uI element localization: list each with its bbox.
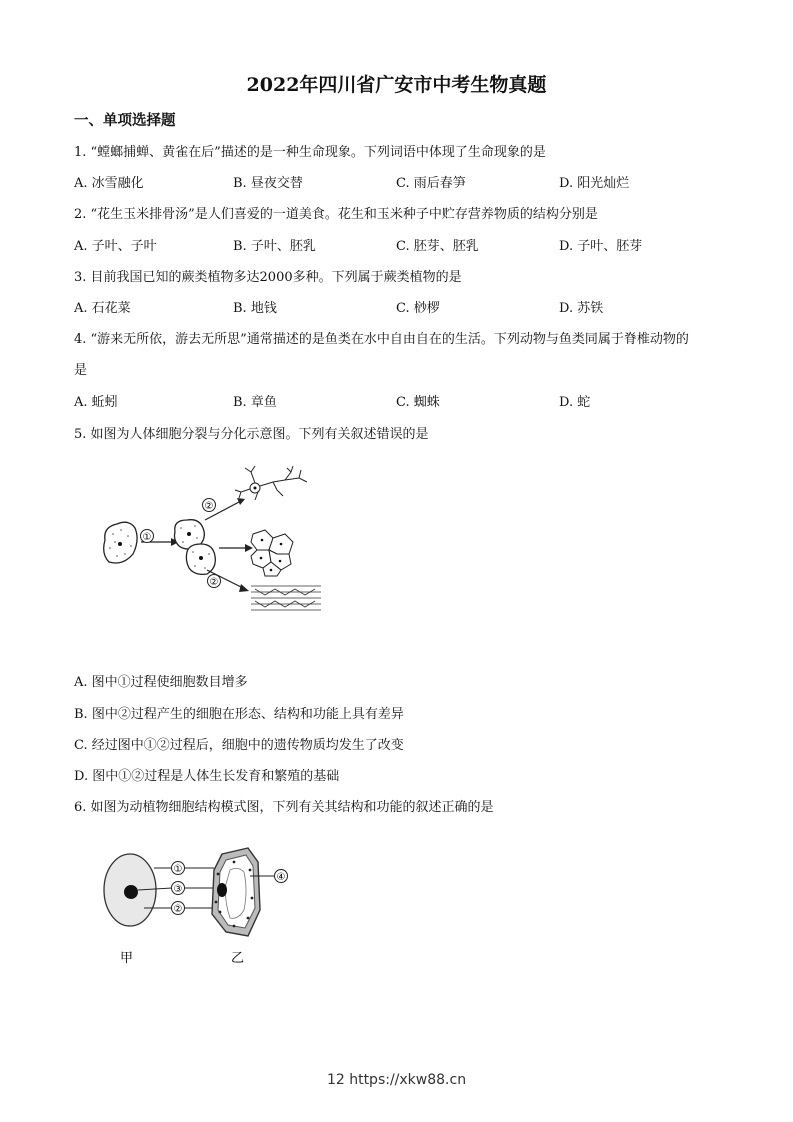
muscle-tissue-icon: [251, 586, 321, 610]
figure-label-3: ③: [173, 884, 183, 895]
figure-caption-jia: 甲: [120, 951, 134, 966]
figure-label-1: ①: [142, 532, 152, 543]
question-3-option-c: C. 桫椤: [396, 301, 440, 316]
animal-plant-cell-figure: [98, 840, 308, 970]
question-1-option-d: D. 阳光灿烂: [559, 176, 630, 191]
question-2-option-b: B. 子叶、胚乳: [233, 239, 316, 254]
figure-label-1: ①: [173, 864, 183, 875]
figure-label-2-bottom: ②: [209, 577, 219, 588]
question-5-option-a: A. 图中①过程使细胞数目增多: [74, 675, 248, 690]
question-5-option-c: C. 经过图中①②过程后，细胞中的遗传物质均发生了改变: [74, 738, 404, 753]
question-4-stem-continued: 是: [74, 363, 88, 378]
question-5-stem: 5. 如图为人体细胞分裂与分化示意图。下列有关叙述错误的是: [74, 427, 429, 442]
question-3-stem: 3. 目前我国已知的蕨类植物多达2000多种。下列属于蕨类植物的是: [74, 270, 462, 285]
question-3-option-a: A. 石花菜: [74, 301, 131, 316]
question-2-stem: 2. “花生玉米排骨汤”是人们喜爱的一道美食。花生和玉米种子中贮存营养物质的结构分别是: [74, 207, 598, 222]
question-4-option-a: A. 蚯蚓: [74, 395, 118, 410]
question-4-option-c: C. 蜘蛛: [396, 395, 440, 410]
page-footer: 12 https://xkw88.cn: [326, 1072, 467, 1088]
figure-caption-yi: 乙: [231, 951, 245, 966]
question-3-option-b: B. 地钱: [233, 301, 277, 316]
question-4-option-b: B. 章鱼: [233, 395, 277, 410]
section-heading: 一、单项选择题: [74, 113, 176, 129]
question-5-option-b: B. 图中②过程产生的细胞在形态、结构和功能上具有差异: [74, 707, 404, 722]
question-1-option-b: B. 昼夜交替: [233, 176, 303, 191]
page-title: 2022年四川省广安市中考生物真题: [246, 74, 547, 96]
question-1-option-c: C. 雨后春笋: [396, 176, 466, 191]
epithelial-tissue-icon: [251, 530, 293, 576]
question-6-stem: 6. 如图为动植物细胞结构模式图，下列有关其结构和功能的叙述正确的是: [74, 800, 494, 815]
question-4-option-d: D. 蛇: [559, 395, 591, 410]
figure-label-2: ②: [173, 904, 183, 915]
question-3-option-d: D. 苏铁: [559, 301, 604, 316]
figure-label-2-top: ②: [204, 501, 214, 512]
figure-label-4: ④: [276, 872, 286, 883]
question-1-stem: 1. “螳螂捕蝉、黄雀在后”描述的是一种生命现象。下列词语中体现了生命现象的是: [74, 145, 546, 160]
question-5-option-d: D. 图中①②过程是人体生长发育和繁殖的基础: [74, 769, 340, 784]
cell-division-differentiation-figure: [95, 462, 325, 622]
question-2-option-d: D. 子叶、胚芽: [559, 239, 643, 254]
question-1-option-a: A. 冰雪融化: [74, 176, 144, 191]
question-2-option-c: C. 胚芽、胚乳: [396, 239, 479, 254]
question-2-option-a: A. 子叶、子叶: [74, 239, 157, 254]
nerve-cell-icon: [235, 466, 307, 500]
question-4-stem: 4. “游来无所依，游去无所思”通常描述的是鱼类在水中自由自在的生活。下列动物与鱼类同属于脊椎动物的: [74, 332, 689, 347]
